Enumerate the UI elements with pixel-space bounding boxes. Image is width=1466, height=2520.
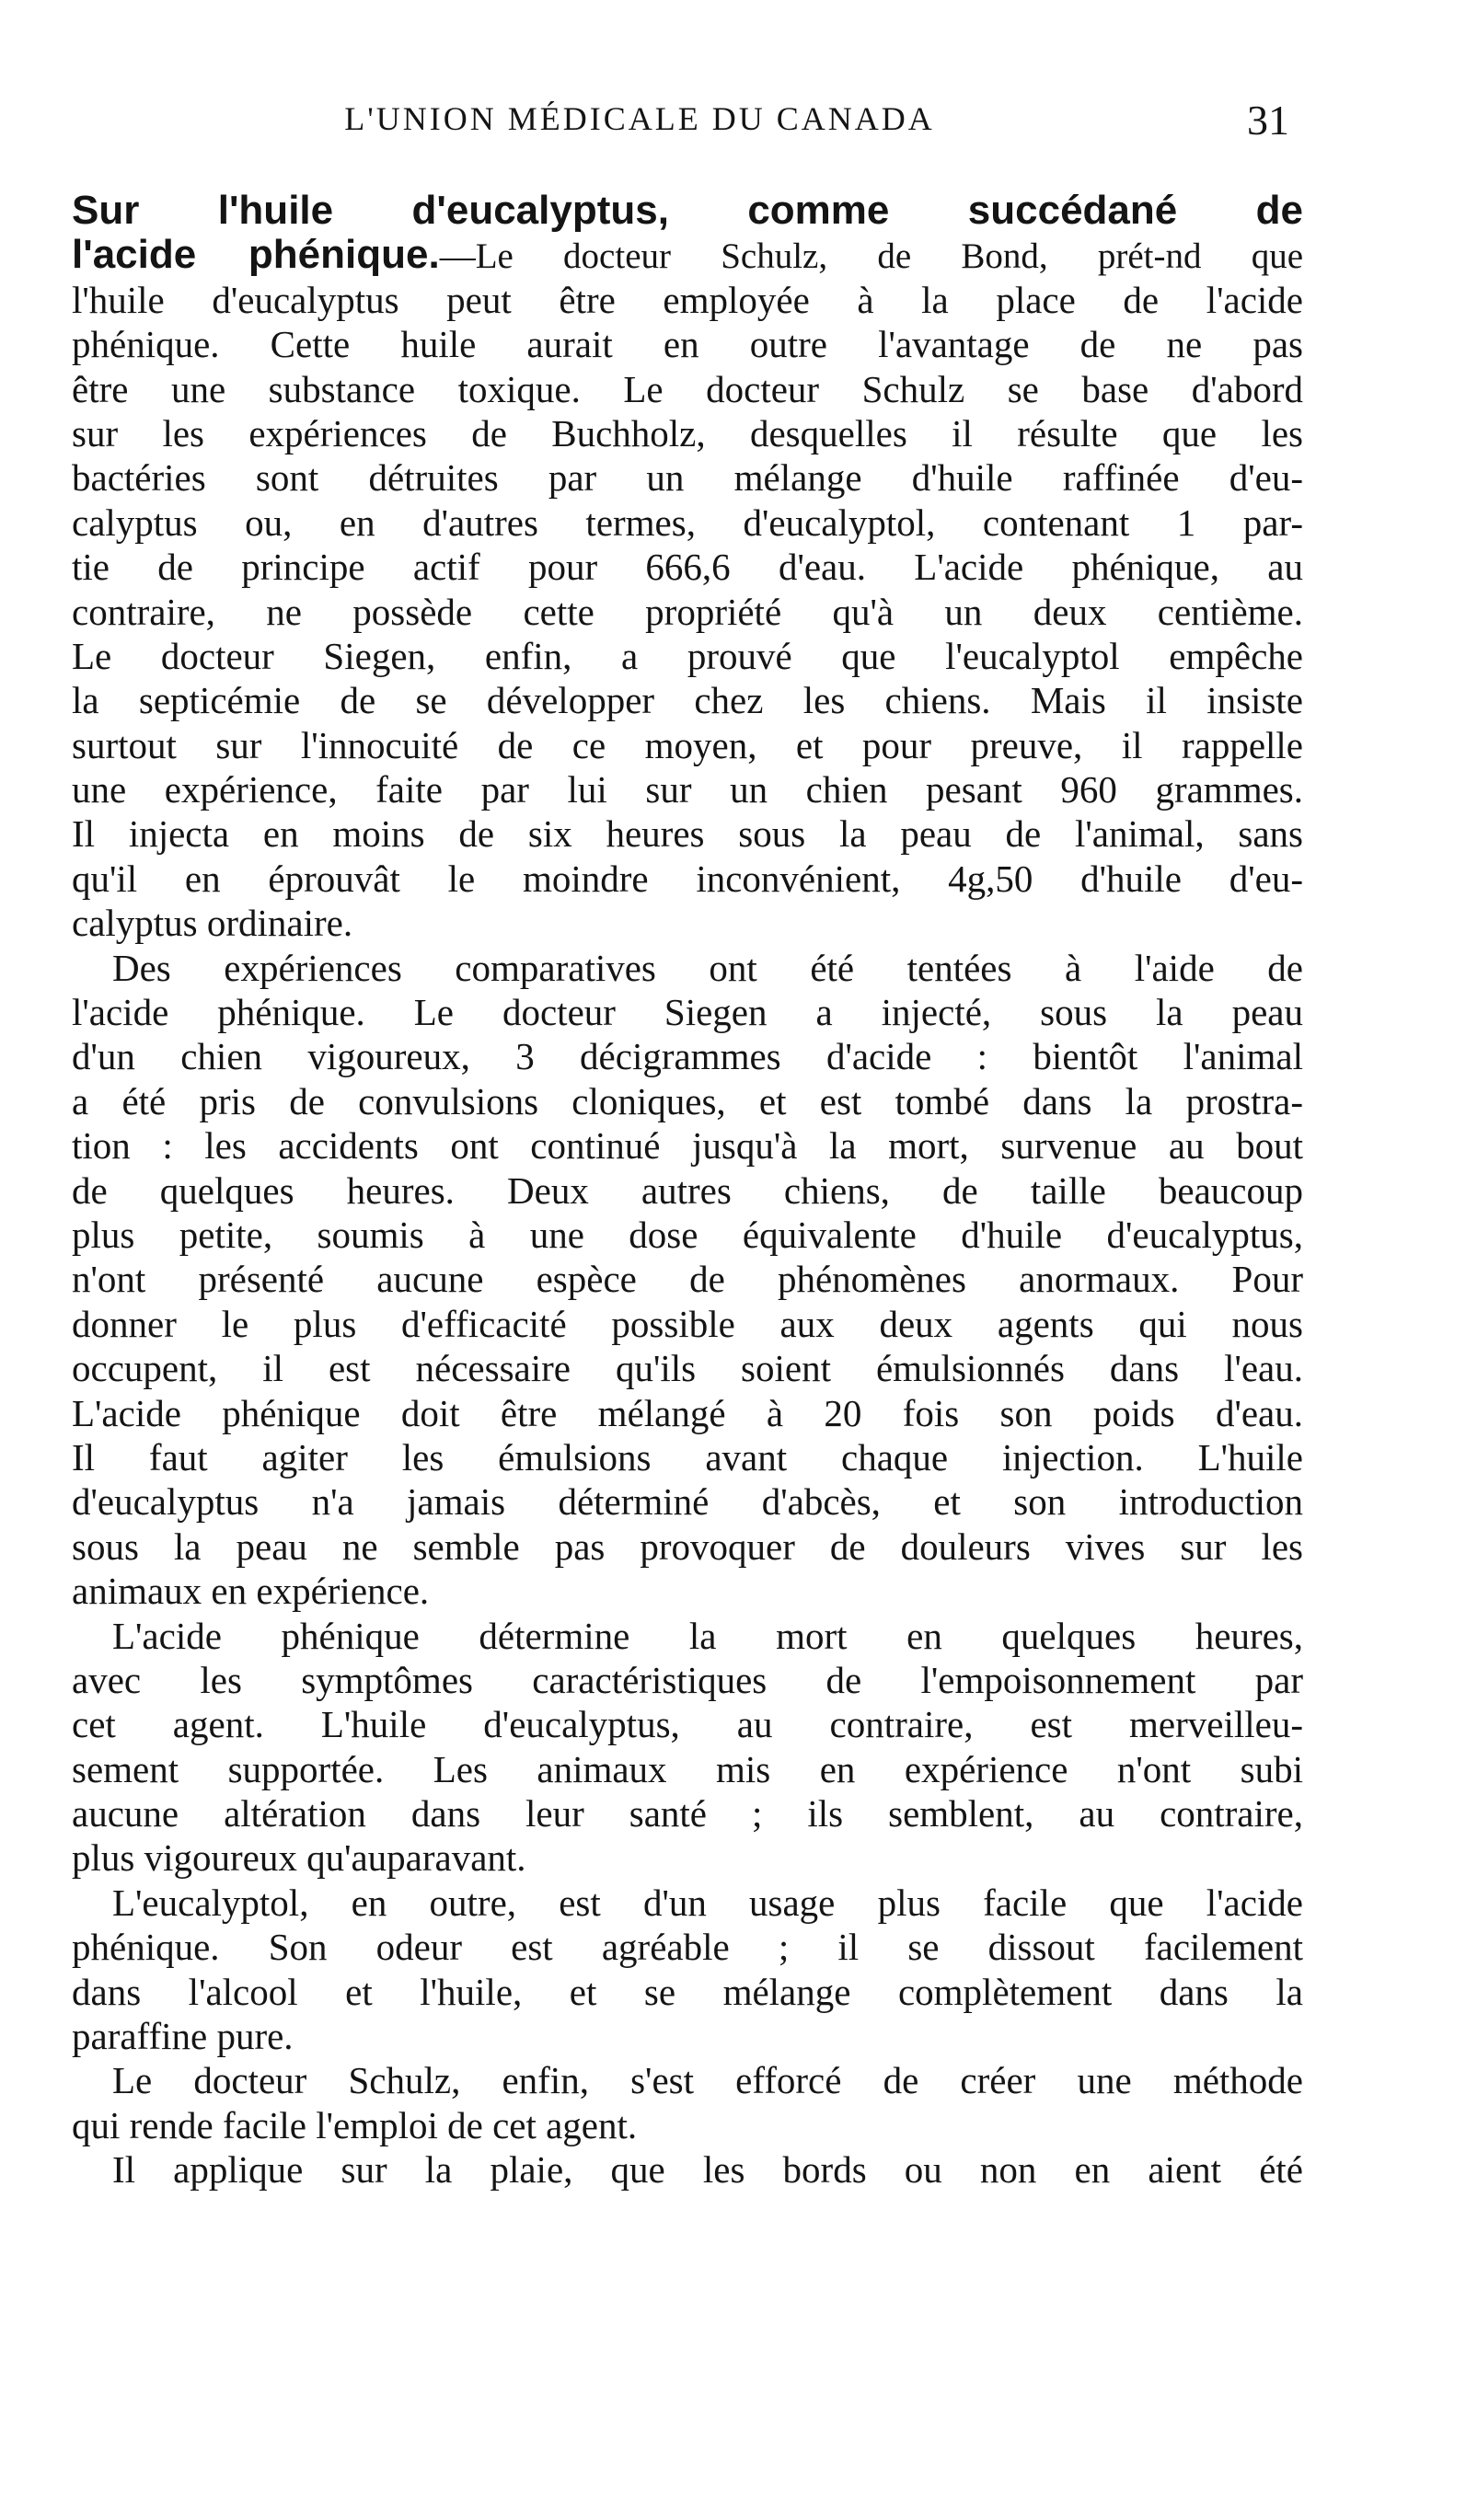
text-line: une expérience, faite par lui sur un chien pesant 960 grammes. — [72, 768, 1303, 811]
text-line: Il applique sur la plaie, que les bords ou non en aient été — [112, 2148, 1303, 2192]
text-line: de quelques heures. Deux autres chiens, de taille beaucoup — [72, 1168, 1303, 1212]
text-line: contraire, ne possède cette propriété qu'à un deux centième. — [72, 590, 1303, 633]
text-line: avec les symptômes caractéristiques de l'empoisonnement par — [72, 1658, 1303, 1701]
text-line: être une substance toxique. Le docteur Schulz se base d'abord — [72, 367, 1303, 410]
text-line: calyptus ou, en d'autres termes, d'eucalyptol, contenant 1 par- — [72, 501, 1303, 544]
text-line: phénique. Son odeur est agréable ; il se dissout facilement — [72, 1926, 1303, 1969]
text-line: la septicémie de se développer chez les chiens. Mais il insiste — [72, 679, 1303, 722]
text-line: tie de principe actif pour 666,6 d'eau. L'acide phénique, au — [72, 546, 1303, 589]
running-header: L'UNION MÉDICALE DU CANADA — [344, 100, 935, 137]
text-line: Le docteur Schulz, enfin, s'est efforcé de créer une méthode — [112, 2059, 1303, 2102]
text-line: surtout sur l'innocuité de ce moyen, et pour preuve, il rappelle — [72, 723, 1303, 766]
text-line: Il injecta en moins de six heures sous la peau de l'animal, sans — [72, 812, 1303, 856]
text-line: d'eucalyptus n'a jamais déterminé d'abcès, et son introduction — [72, 1480, 1303, 1524]
text-line: occupent, il est nécessaire qu'ils soient émulsionnés dans l'eau. — [72, 1347, 1303, 1390]
text-line: animaux en expérience. — [72, 1570, 430, 1613]
article-body — [72, 189, 1303, 2192]
article-title: Sur l'huile d'eucalyptus, comme succédané de — [72, 188, 1303, 233]
text-line: bactéries sont détruites par un mélange d'huile raffinée d'eu- — [72, 456, 1303, 500]
text-line-rest: —Le docteur Schulz, de Bond, prét-nd que — [439, 236, 1304, 277]
text-line: L'eucalyptol, en outre, est d'un usage plus facile que l'acide — [112, 1881, 1303, 1924]
text-line: tion : les accidents ont continué jusqu'à la mort, survenue au bout — [72, 1124, 1303, 1168]
page-number: 31 — [1247, 97, 1289, 144]
text-line: Le docteur Siegen, enfin, a prouvé que l'eucalyptol empêche — [72, 634, 1303, 677]
text-line: d'un chien vigoureux, 3 décigrammes d'acide : bientôt l'animal — [72, 1035, 1303, 1078]
text-line: L'acide phénique détermine la mort en quelques heures, — [112, 1614, 1303, 1657]
text-line: L'acide phénique doit être mélangé à 20 fois son poids d'eau. — [72, 1391, 1303, 1434]
text-line: sur les expériences de Buchholz, desquelles il résulte que les — [72, 411, 1303, 455]
text-line — [72, 233, 1303, 277]
text-line: plus vigoureux qu'auparavant. — [72, 1836, 526, 1880]
text-line: donner le plus d'efficacité possible aux deux agents qui nous — [72, 1302, 1303, 1345]
text-line: paraffine pure. — [72, 2015, 294, 2058]
text-line: Il faut agiter les émulsions avant chaque injection. L'huile — [72, 1435, 1303, 1479]
text-line: n'ont présenté aucune espèce de phénomènes anormaux. Pour — [72, 1258, 1303, 1301]
text-line: dans l'alcool et l'huile, et se mélange complètement dans la — [72, 1970, 1303, 2013]
text-line: Des expériences comparatives ont été tentées à l'aide de — [112, 946, 1303, 989]
text-line: sous la peau ne semble pas provoquer de douleurs vives sur les — [72, 1525, 1303, 1568]
text-line: qu'il en éprouvât le moindre inconvénient, 4g,50 d'huile d'eu- — [72, 857, 1303, 900]
text-line: plus petite, soumis à une dose équivalente d'huile d'eucalyptus, — [72, 1213, 1303, 1256]
text-line: phénique. Cette huile aurait en outre l'avantage de ne pas — [72, 323, 1303, 366]
text-line: qui rende facile l'emploi de cet agent. — [72, 2103, 638, 2146]
text-line: calyptus ordinaire. — [72, 902, 353, 945]
text-line: l'acide phénique. Le docteur Siegen a injecté, sous la peau — [72, 991, 1303, 1034]
article-title-continuation: l'acide phénique. — [72, 232, 440, 278]
text-line: sement supportée. Les animaux mis en expérience n'ont subi — [72, 1747, 1303, 1790]
text-line: a été pris de convulsions cloniques, et est tombé dans la prostra- — [72, 1079, 1303, 1122]
text-line: l'huile d'eucalyptus peut être employée à la place de l'acide — [72, 278, 1303, 321]
text-line: aucune altération dans leur santé ; ils semblent, au contraire, — [72, 1792, 1303, 1835]
text-line: cet agent. L'huile d'eucalyptus, au contraire, est merveilleu- — [72, 1703, 1303, 1746]
